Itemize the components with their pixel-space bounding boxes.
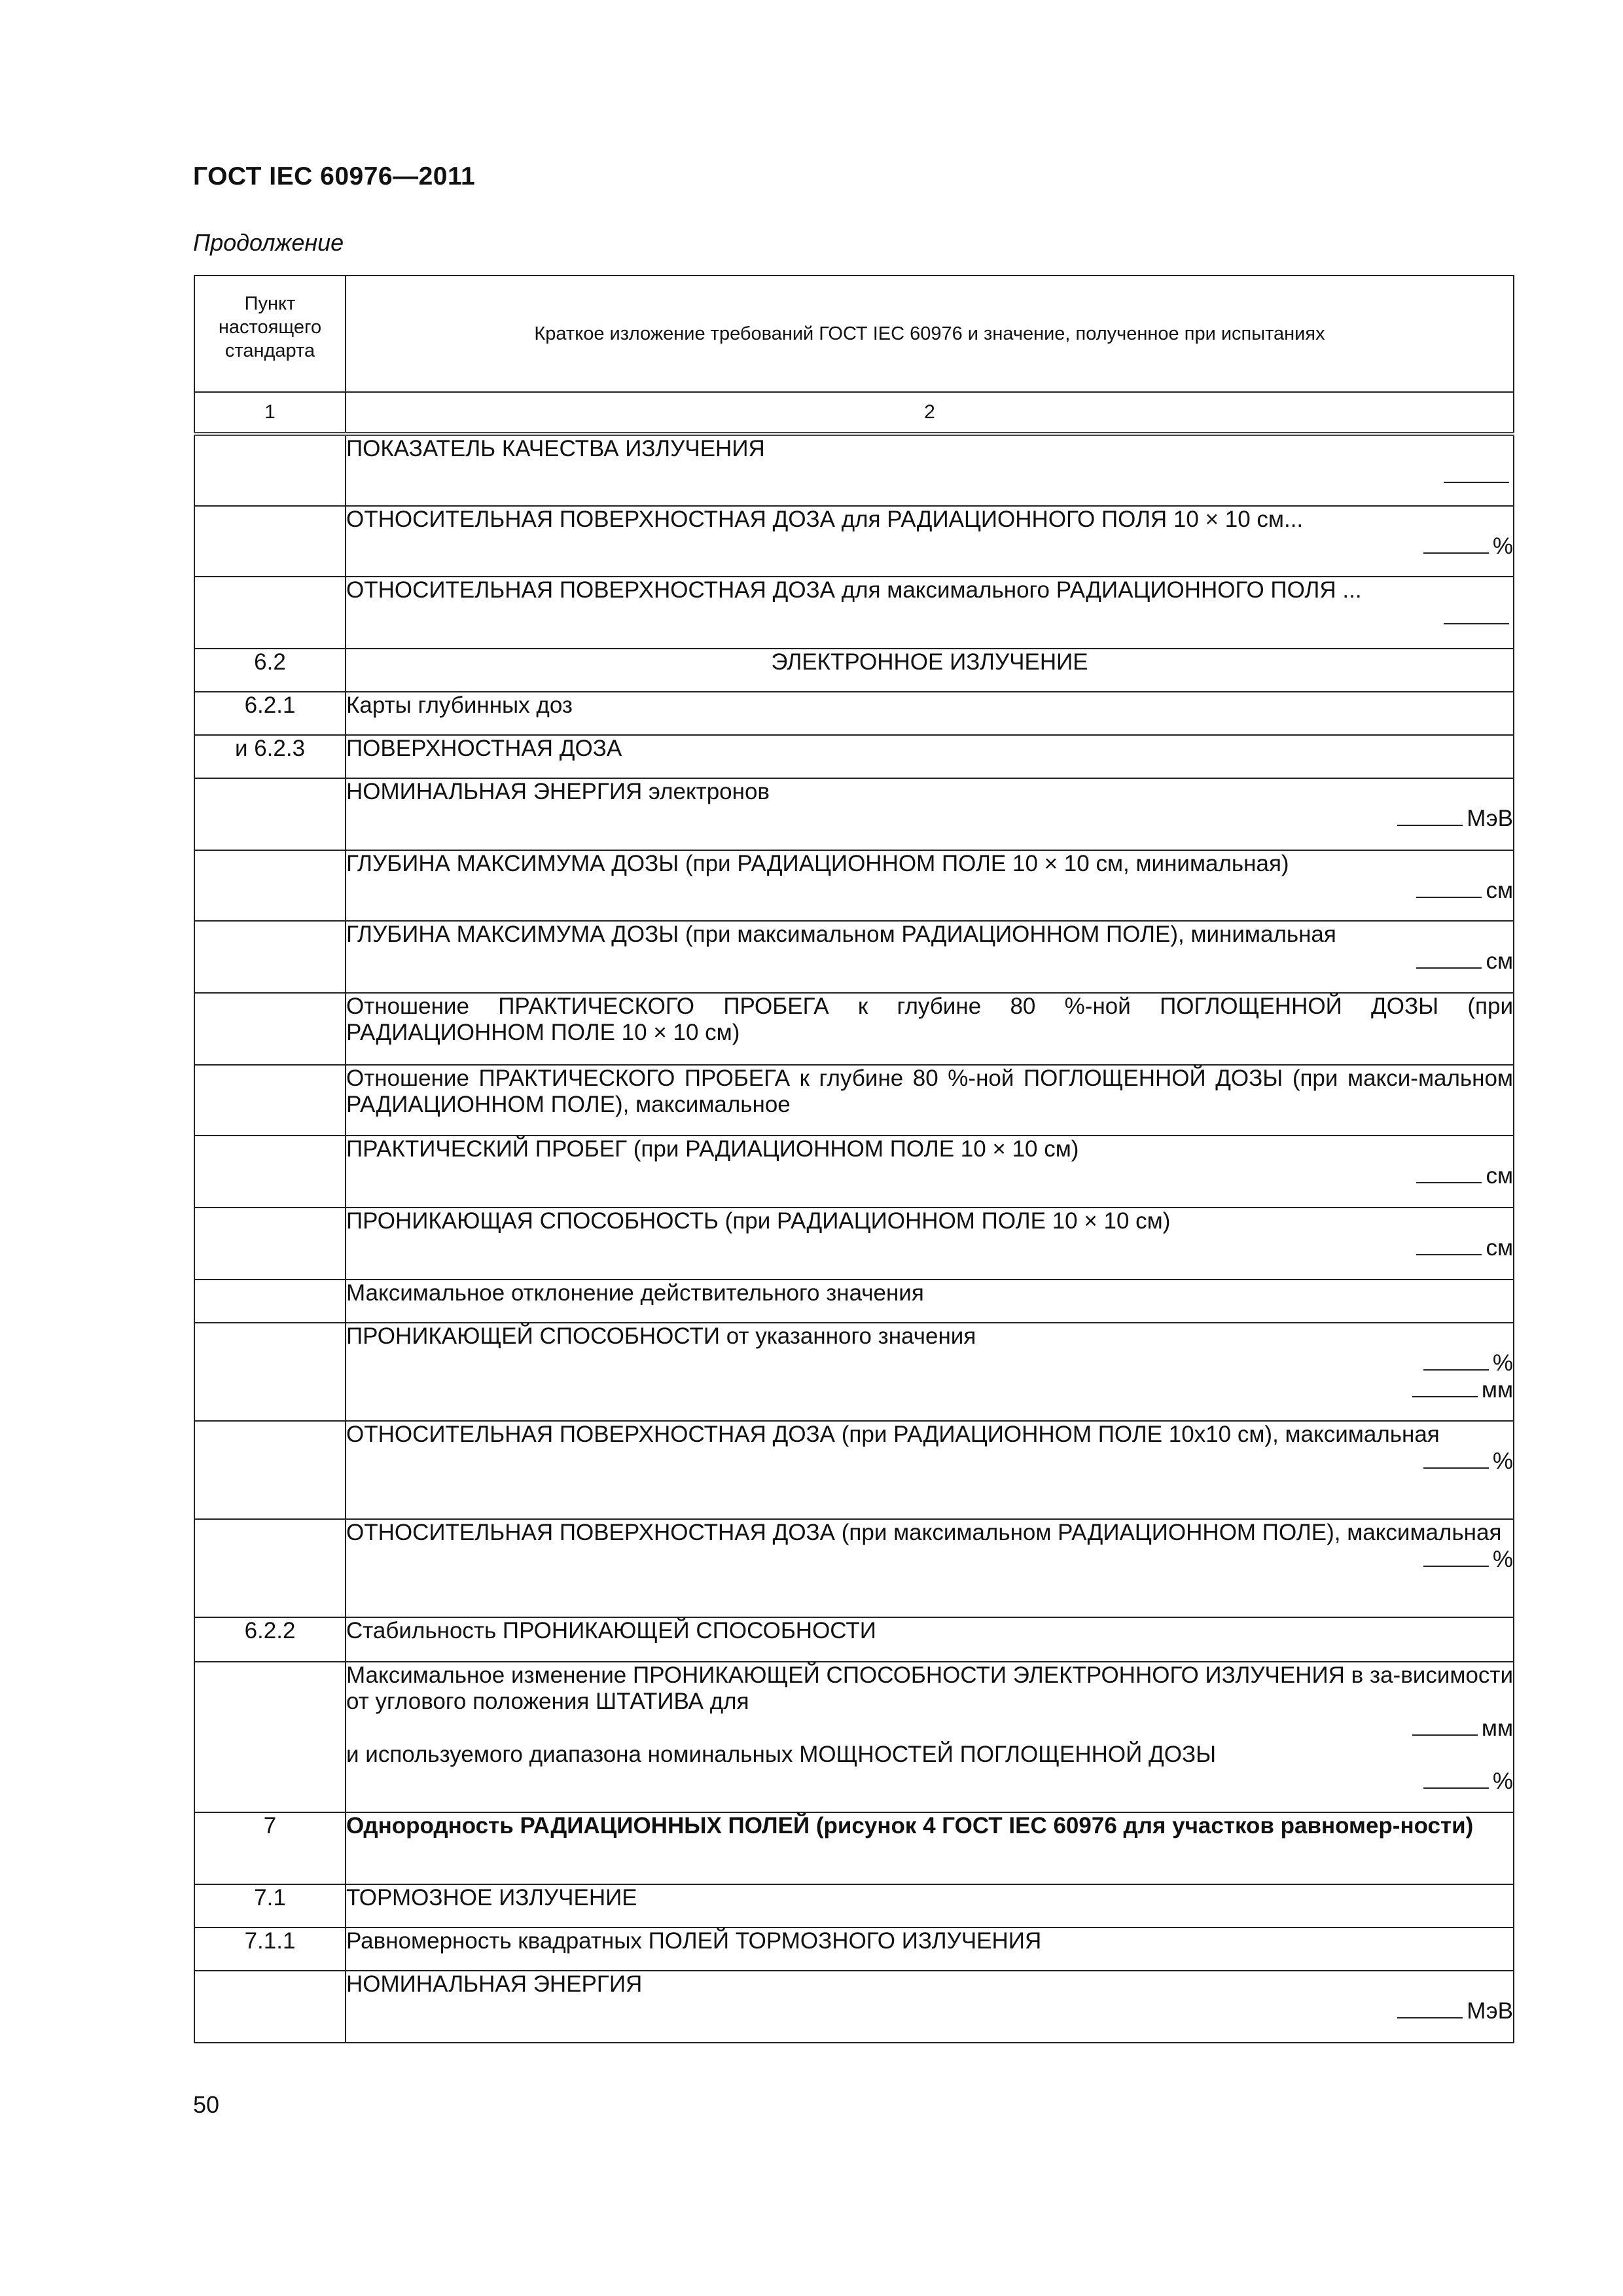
- clause-cell: 7.1.1: [194, 1928, 346, 1971]
- requirement-cell: [346, 506, 1514, 577]
- clause-cell: [194, 1280, 346, 1323]
- requirement-cell: [346, 434, 1514, 506]
- requirement-cell: [346, 1280, 1514, 1323]
- requirement-cell: [346, 778, 1514, 850]
- unit-label: %: [1492, 1768, 1513, 1794]
- unit-label: см: [1486, 878, 1513, 903]
- table-row: [194, 1519, 1514, 1617]
- blank-value-line: [1412, 1376, 1478, 1397]
- column-number-2: 2: [346, 392, 1514, 434]
- result-field: [346, 948, 1513, 975]
- table-row: [194, 577, 1514, 649]
- requirement-text: Равномерность квадратных ПОЛЕЙ ТОРМОЗНОГО ИЗЛУЧЕНИЯ: [346, 1928, 1042, 1954]
- requirement-text: ЭЛЕКТРОННОЕ ИЗЛУЧЕНИЕ: [771, 649, 1088, 675]
- requirement-text: ПОВЕРХНОСТНАЯ ДОЗА: [346, 736, 622, 761]
- requirement-text: НОМИНАЛЬНАЯ ЭНЕРГИЯ электронов: [346, 779, 770, 804]
- clause-cell: [194, 434, 346, 506]
- requirement-cell: [346, 1136, 1514, 1208]
- requirement-text: Максимальное отклонение действительного значения: [346, 1280, 924, 1306]
- result-field: [346, 1350, 1513, 1376]
- requirement-cell: [346, 1323, 1514, 1421]
- clause-cell: [194, 1323, 346, 1421]
- table-row: [194, 1812, 1514, 1884]
- requirement-text: Максимальное изменение ПРОНИКАЮЩЕЙ СПОСОБНОСТИ ЭЛЕКТРОННОГО ИЗЛУЧЕНИЯ в за-висимости от углового положения ШТАТИВА для: [346, 1662, 1513, 1714]
- requirement-text: ОТНОСИТЕЛЬНАЯ ПОВЕРХНОСТНАЯ ДОЗА для РАДИАЦИОННОГО ПОЛЯ 10 × 10 см...: [346, 507, 1304, 532]
- requirement-cell: [346, 649, 1514, 692]
- unit-label: мм: [1481, 1377, 1513, 1403]
- requirement-cell: [346, 850, 1514, 921]
- result-field: [346, 603, 1513, 630]
- requirement-cell: [346, 735, 1514, 778]
- clause-cell: 6.2.1: [194, 692, 346, 735]
- blank-value-line: [1444, 603, 1509, 624]
- requirement-cell: [346, 1208, 1514, 1280]
- continuation-label: Продолжение: [193, 229, 344, 256]
- clause-cell: [194, 993, 346, 1065]
- requirement-text: НОМИНАЛЬНАЯ ЭНЕРГИЯ: [346, 1971, 643, 1997]
- clause-cell: [194, 921, 346, 993]
- table-row: [194, 1971, 1514, 2043]
- requirement-text: ОТНОСИТЕЛЬНАЯ ПОВЕРХНОСТНАЯ ДОЗА (при максимальном РАДИАЦИОННОМ ПОЛЕ), максимальная: [346, 1520, 1502, 1545]
- requirement-text: ГЛУБИНА МАКСИМУМА ДОЗЫ (при РАДИАЦИОННОМ ПОЛЕ 10 × 10 см, минимальная): [346, 851, 1289, 876]
- blank-value-line: [1423, 1768, 1489, 1789]
- blank-value-line: [1444, 462, 1509, 483]
- clause-cell: 6.2.2: [194, 1617, 346, 1662]
- unit-label: %: [1492, 533, 1513, 559]
- requirement-text: ОТНОСИТЕЛЬНАЯ ПОВЕРХНОСТНАЯ ДОЗА (при РАДИАЦИОННОМ ПОЛЕ 10х10 см), максимальная: [346, 1422, 1440, 1447]
- column-number-1: 1: [194, 392, 346, 434]
- result-field: [346, 1998, 1513, 2024]
- clause-cell: [194, 1136, 346, 1208]
- unit-label: МэВ: [1467, 806, 1513, 831]
- header-description-cell: [346, 276, 1514, 392]
- table-row: [194, 649, 1514, 692]
- document-title: ГОСТ IEC 60976—2011: [193, 162, 476, 190]
- requirement-cell: [346, 1812, 1514, 1884]
- page-number: 50: [193, 2091, 220, 2118]
- requirement-text: Стабильность ПРОНИКАЮЩЕЙ СПОСОБНОСТИ: [346, 1618, 876, 1643]
- unit-label: см: [1486, 1163, 1513, 1189]
- requirement-cell: [346, 1884, 1514, 1928]
- requirement-text: Карты глубинных доз: [346, 692, 573, 718]
- unit-label: %: [1492, 1350, 1513, 1376]
- table-row: [194, 1617, 1514, 1662]
- requirement-text: и используемого диапазона номинальных МОЩНОСТЕЙ ПОГЛОЩЕННОЙ ДОЗЫ: [346, 1742, 1217, 1767]
- table-row: [194, 778, 1514, 850]
- requirement-cell: [346, 921, 1514, 993]
- blank-value-line: [1416, 877, 1482, 898]
- result-field: [346, 1715, 1513, 1742]
- clause-cell: [194, 506, 346, 577]
- requirement-cell: [346, 1971, 1514, 2043]
- header-description-label: Краткое изложение требований ГОСТ IEC 60976 и значение, полученное при испытаниях: [534, 323, 1325, 344]
- requirement-cell: [346, 1928, 1514, 1971]
- blank-value-line: [1423, 1448, 1489, 1469]
- table-row: [194, 850, 1514, 921]
- blank-value-line: [1397, 805, 1463, 826]
- result-field: [346, 1448, 1513, 1475]
- blank-value-line: [1416, 948, 1482, 969]
- column-number-row: [194, 392, 1514, 434]
- table-row: [194, 434, 1514, 506]
- clause-cell: [194, 1662, 346, 1812]
- clause-cell: 7: [194, 1812, 346, 1884]
- clause-cell: 7.1: [194, 1884, 346, 1928]
- result-field: [346, 805, 1513, 832]
- header-clause-line: стандарта: [224, 340, 315, 361]
- clause-cell: 6.2: [194, 649, 346, 692]
- requirement-text: ГЛУБИНА МАКСИМУМА ДОЗЫ (при максимальном РАДИАЦИОННОМ ПОЛЕ), минимальная: [346, 922, 1336, 947]
- table-row: [194, 692, 1514, 735]
- table-header-row: [194, 276, 1514, 392]
- table-row: [194, 921, 1514, 993]
- blank-value-line: [1423, 1350, 1489, 1371]
- requirement-text: ТОРМОЗНОЕ ИЗЛУЧЕНИЕ: [346, 1885, 637, 1910]
- result-field: [346, 1234, 1513, 1261]
- clause-cell: и 6.2.3: [194, 735, 346, 778]
- requirement-text: Отношение ПРАКТИЧЕСКОГО ПРОБЕГА к глубине 80 %-ной ПОГЛОЩЕННОЙ ДОЗЫ (при макси-мальном РАДИАЦИОННОМ ПОЛЕ), максимальное: [346, 1066, 1513, 1117]
- clause-cell: [194, 850, 346, 921]
- requirement-cell: [346, 1662, 1514, 1812]
- requirement-text: Отношение ПРАКТИЧЕСКОГО ПРОБЕГА к глубине 80 %-ной ПОГЛОЩЕННОЙ ДОЗЫ (при РАДИАЦИОННОМ ПОЛЕ 10 × 10 см): [346, 994, 1513, 1045]
- header-clause-label: [195, 276, 345, 363]
- requirement-text: ПОКАЗАТЕЛЬ КАЧЕСТВА ИЗЛУЧЕНИЯ: [346, 436, 765, 461]
- unit-label: %: [1492, 1448, 1513, 1474]
- table-row: [194, 1884, 1514, 1928]
- requirement-cell: [346, 1065, 1514, 1136]
- clause-cell: [194, 1519, 346, 1617]
- blank-value-line: [1423, 533, 1489, 554]
- requirement-text: ПРОНИКАЮЩЕЙ СПОСОБНОСТИ от указанного значения: [346, 1323, 976, 1349]
- requirement-text: ПРАКТИЧЕСКИЙ ПРОБЕГ (при РАДИАЦИОННОМ ПОЛЕ 10 × 10 см): [346, 1136, 1079, 1162]
- requirement-cell: [346, 1519, 1514, 1617]
- table-row: [194, 1065, 1514, 1136]
- unit-label: см: [1486, 1235, 1513, 1261]
- clause-cell: [194, 1971, 346, 2043]
- clause-cell: [194, 778, 346, 850]
- result-field: [346, 877, 1513, 904]
- header-clause-cell: [194, 276, 346, 392]
- requirement-cell: [346, 692, 1514, 735]
- table-row: [194, 1928, 1514, 1971]
- blank-value-line: [1397, 1998, 1463, 2018]
- result-field: [346, 1376, 1513, 1403]
- header-clause-line: Пункт: [244, 293, 296, 314]
- table-row: [194, 1136, 1514, 1208]
- clause-cell: [194, 1065, 346, 1136]
- requirement-text: Однородность РАДИАЦИОННЫХ ПОЛЕЙ (рисунок 4 ГОСТ IEC 60976 для участков равномер-ности): [346, 1813, 1474, 1839]
- requirement-cell: [346, 1617, 1514, 1662]
- table-row: [194, 1421, 1514, 1519]
- clause-cell: [194, 1208, 346, 1280]
- blank-value-line: [1416, 1234, 1482, 1255]
- requirement-cell: [346, 577, 1514, 649]
- result-field: [346, 1768, 1513, 1795]
- table-row: [194, 1323, 1514, 1421]
- blank-value-line: [1412, 1715, 1478, 1736]
- table-row: [194, 1280, 1514, 1323]
- requirements-table: [194, 275, 1514, 2043]
- table-row: [194, 1208, 1514, 1280]
- result-field: [346, 1162, 1513, 1189]
- table-row: [194, 993, 1514, 1065]
- result-field: [346, 462, 1513, 489]
- clause-cell: [194, 1421, 346, 1519]
- requirement-text: ПРОНИКАЮЩАЯ СПОСОБНОСТЬ (при РАДИАЦИОННОМ ПОЛЕ 10 × 10 см): [346, 1208, 1171, 1234]
- blank-value-line: [1423, 1546, 1489, 1567]
- blank-value-line: [1416, 1162, 1482, 1183]
- unit-label: мм: [1481, 1715, 1513, 1741]
- requirement-text: ОТНОСИТЕЛЬНАЯ ПОВЕРХНОСТНАЯ ДОЗА для максимального РАДИАЦИОННОГО ПОЛЯ ...: [346, 577, 1362, 603]
- clause-cell: [194, 577, 346, 649]
- unit-label: МэВ: [1467, 1998, 1513, 2024]
- requirement-cell: [346, 1421, 1514, 1519]
- requirement-cell: [346, 993, 1514, 1065]
- unit-label: см: [1486, 948, 1513, 974]
- table-row: [194, 1662, 1514, 1812]
- unit-label: %: [1492, 1547, 1513, 1572]
- result-field: [346, 1546, 1513, 1573]
- header-clause-line: настоящего: [218, 317, 322, 338]
- table-row: [194, 735, 1514, 778]
- result-field: [346, 533, 1513, 560]
- table-row: [194, 506, 1514, 577]
